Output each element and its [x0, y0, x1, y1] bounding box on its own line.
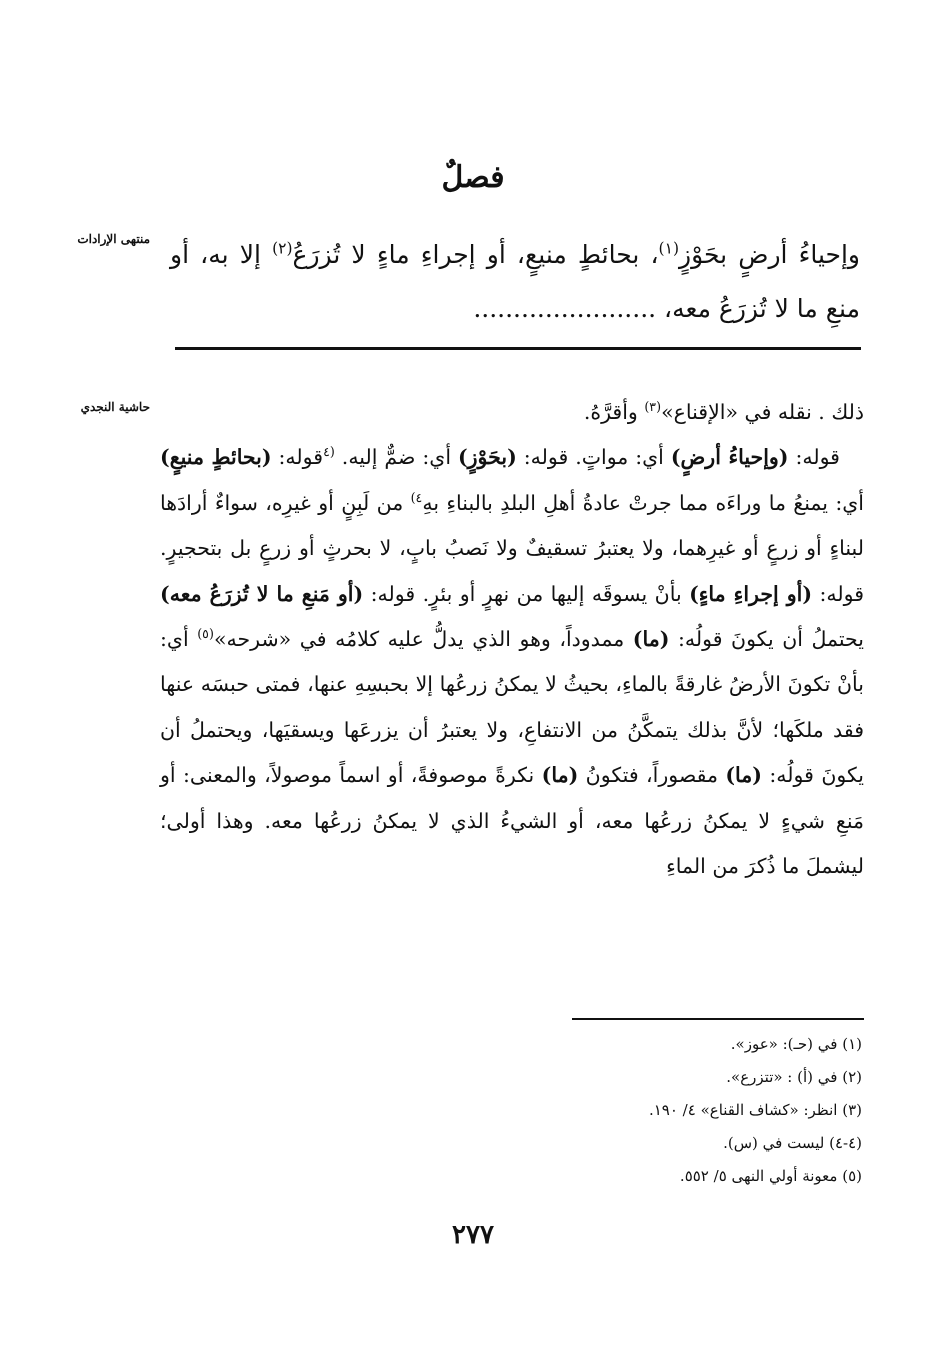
- quoted-matn: (ما): [541, 763, 579, 788]
- section-divider: [175, 347, 861, 350]
- footnote-item: (٥) معونة أولي النهى ٥/ ٥٥٢.: [679, 1167, 862, 1185]
- quoted-matn: (ما): [725, 763, 762, 788]
- commentary-segment: أي: بأنْ تكونَ الأرضُ غارقةً بالماءِ، بحيثُ لا يمكنُ زرعُها إلا بحبسِهِ عنها، فمتى حبسَه عنها فقد ملكَها؛ لأنَّ بذلك يتمكَّنُ من الانتفاعِ، ولا يعتبرُ أن يزرعَها ويسقيَها، ويحتملُ أن يكونَ قولُه:: [160, 627, 864, 788]
- commentary-text: [160, 390, 864, 889]
- commentary-segment: يحتملُ أن يكونَ قولُه:: [669, 627, 864, 652]
- section-title: فصلٌ: [441, 160, 505, 195]
- footnote-ref[interactable]: ٤): [410, 489, 423, 505]
- quoted-matn: (أو إجراءِ ماءٍ): [689, 581, 813, 606]
- matn-segment: ، بحائطٍ منيعٍ، أو إجراءِ ماءٍ لا تُزرَعُ: [292, 240, 659, 269]
- commentary-first-line: [160, 390, 864, 435]
- matn-text: [170, 228, 860, 336]
- footnote-ref[interactable]: (٢): [272, 239, 293, 258]
- page-number: ٢٧٧: [452, 1220, 494, 1250]
- footnote-item: (١) في (ﺣـ): «عوز».: [730, 1035, 862, 1053]
- commentary-segment: ذلك . نقله في «الإقناع»: [661, 400, 864, 424]
- commentary-segment: قوله:: [788, 445, 840, 470]
- side-label-sharh: حاشية النجدي: [80, 400, 150, 414]
- quoted-matn: (أو مَنعِ ما لا تُزرَعُ معه): [160, 581, 364, 606]
- footnotes: [500, 1028, 862, 1193]
- footnote-item: (٣) انظر: «كشاف القناع» ٤/ ١٩٠.: [648, 1101, 862, 1119]
- footnote-divider: [572, 1018, 864, 1020]
- commentary-segment: أي: ضمٌّ إليه.: [334, 445, 458, 470]
- footnote-ref[interactable]: (٤: [323, 444, 335, 460]
- commentary-segment: بأنْ يسوقَه إليها من نهرٍ أو بئرٍ. قوله:: [363, 581, 690, 606]
- side-label-matn: منتهى الإرادات: [77, 232, 150, 246]
- commentary-segment: أي: يمنعُ ما وراءَه مما جرتْ عادةُ أهلِ البلدِ بالبناءِ بهِ: [422, 490, 864, 515]
- commentary-segment: أي: مواتٍ. قوله:: [516, 445, 671, 470]
- footnote-item: (٤-٤) ليست في (س).: [723, 1134, 862, 1152]
- footnote-item: (٢) في (أ) : «تتزرع».: [726, 1068, 862, 1086]
- commentary-segment: من لَبِنٍ أو غيرِه، سواءٌ أرادَها لبناءٍ أو زرعٍ أو غيرِهما، ولا يعتبرُ تسقيفٌ ولا نَصبُ بابٍ، لا بحرثٍ أو زرعٍ بل بتحجيرٍ. قوله:: [160, 490, 864, 606]
- quoted-matn: (وإحياءُ أرضٍ): [670, 445, 789, 470]
- quoted-matn: (بحائطٍ منيعٍ): [160, 445, 272, 470]
- commentary-segment: قوله:: [271, 445, 324, 470]
- footnote-ref[interactable]: (٥): [197, 626, 214, 642]
- matn-segment: وإحياءُ أرضٍ بحَوْزٍ: [679, 240, 860, 269]
- quoted-matn: (ما): [632, 627, 670, 652]
- footnote-ref[interactable]: (٣): [644, 399, 662, 415]
- quoted-matn: (بحَوْزٍ): [457, 445, 517, 470]
- commentary-segment: مقصوراً، فتكونُ: [578, 763, 726, 788]
- matn-segment: إلا به، أو منعِ ما لا تُزرَعُ معه، .......................: [170, 240, 860, 323]
- commentary-segment: نكرةً موصوفةً، أو اسماً موصولاً، والمعنى: أو مَنعِ شيءٍ لا يمكنُ زرعُها معه، أو الشيءُ الذي لا يمكنُ زرعُها معه. وهذا أولى؛ ليشملَ ما ذُكرَ من الماءِ: [160, 763, 864, 879]
- footnote-ref[interactable]: (١): [658, 239, 679, 258]
- commentary-paragraph: [160, 435, 864, 889]
- commentary-segment: ممدوداً، وهو الذي يدلُّ عليه كلامُه في «شرحه»: [213, 627, 633, 652]
- commentary-segment: وأقرَّهُ.: [583, 400, 645, 424]
